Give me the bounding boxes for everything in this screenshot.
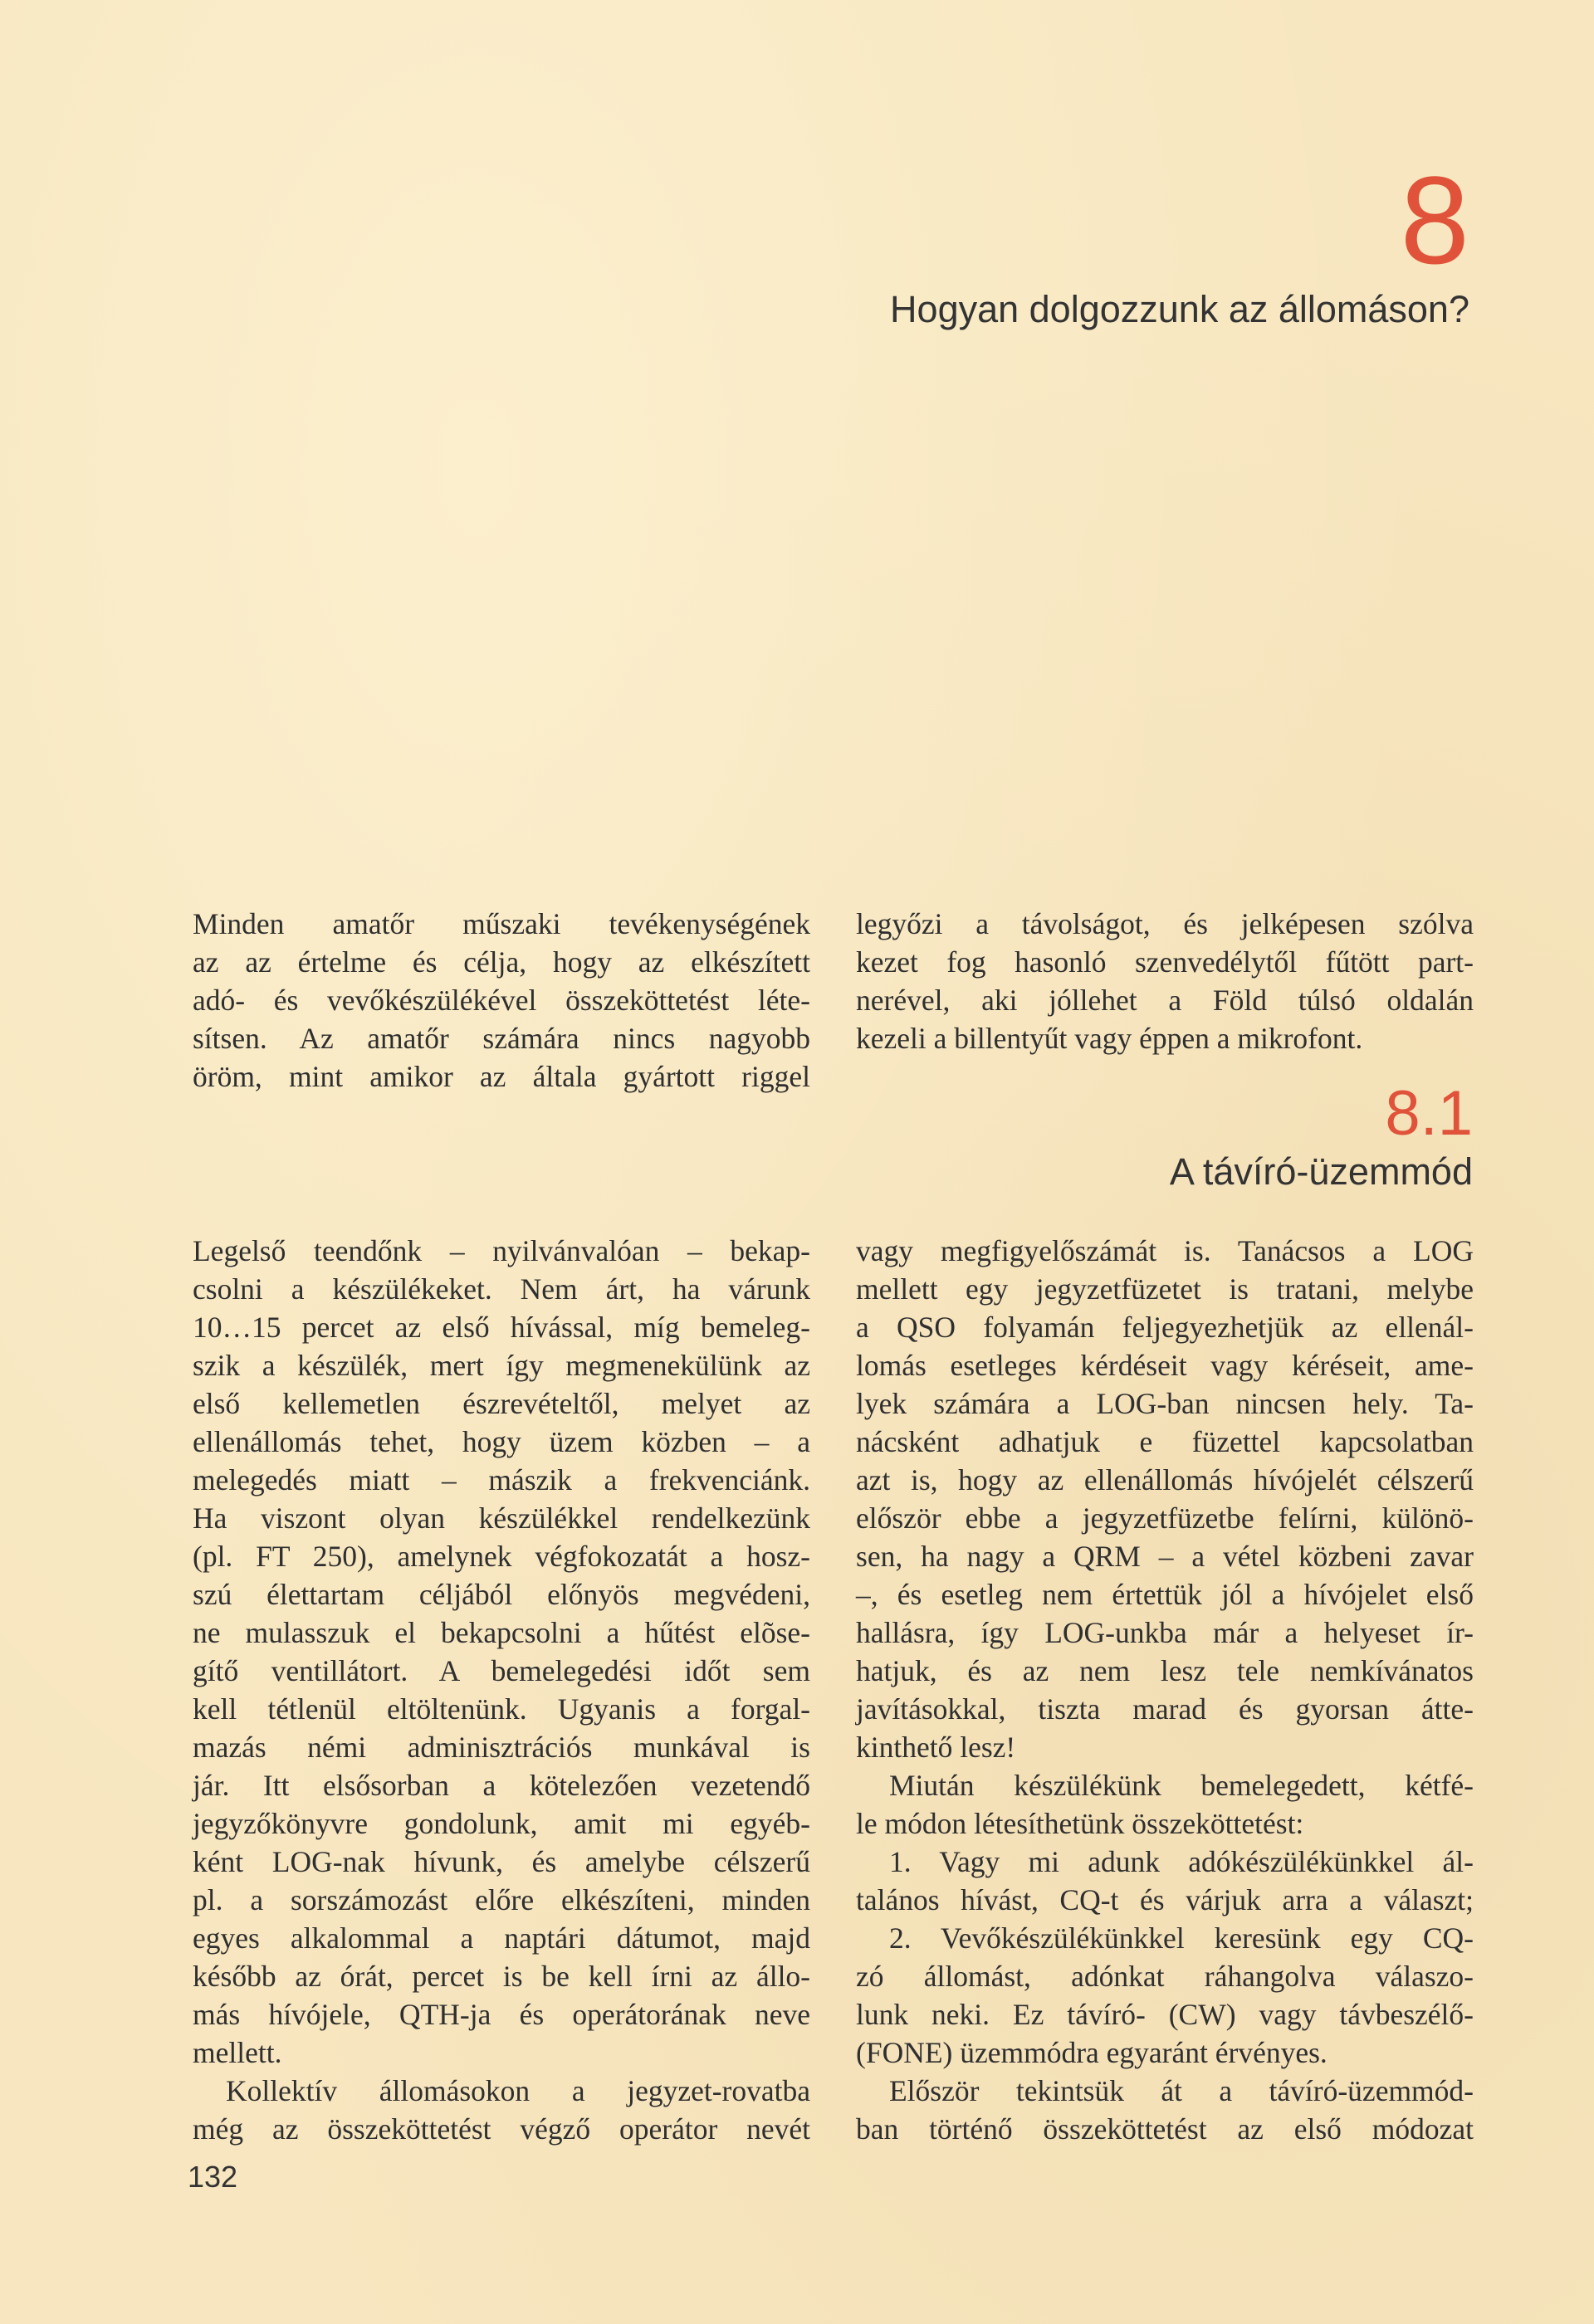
text-line: ne mulasszuk el bekapcsolni a hűtést elõse-: [193, 1616, 810, 1649]
text-line: kezet fog hasonló szenvedélytől fűtött part-: [856, 945, 1474, 979]
text-line: Minden amatőr műszaki tevékenységének: [193, 907, 810, 940]
text-line: első kellemetlen észrevételtől, melyet az: [193, 1387, 810, 1420]
text-line: nerével, aki jóllehet a Föld túlsó oldalán: [856, 984, 1474, 1017]
text-line: más hívójele, QTH-ja és operátorának neve: [193, 1998, 810, 2031]
text-line: gítő ventillátort. A bemelegedési időt sem: [193, 1654, 810, 1687]
text-line: mellett egy jegyzetfüzetet is tratani, melybe: [856, 1272, 1474, 1306]
text-line: szú élettartam céljából előnyös megvédeni,: [193, 1578, 810, 1611]
text-line: egyes alkalommal a naptári dátumot, majd: [193, 1921, 810, 1955]
text-line: 2. Vevőkészülékünkkel keresünk egy CQ-: [889, 1921, 1474, 1955]
text-line: kell tétlenül eltöltenünk. Ugyanis a forgal-: [193, 1692, 810, 1726]
text-line: kezeli a billentyűt vagy éppen a mikrofont.: [856, 1022, 1363, 1055]
text-line: (FONE) üzemmódra egyaránt érvényes.: [856, 2036, 1328, 2069]
text-line: öröm, mint amikor az általa gyártott riggel: [193, 1060, 810, 1093]
text-line: lomás esetleges kérdéseit vagy kéréseit, ame-: [856, 1349, 1474, 1382]
text-line: 10…15 percet az első hívással, míg bemeleg-: [193, 1311, 810, 1344]
text-line: az az értelme és célja, hogy az elkészített: [193, 945, 810, 979]
text-line: ként LOG-nak hívunk, és amelybe célszerű: [193, 1845, 810, 1878]
text-line: vagy megfigyelőszámát is. Tanácsos a LOG: [856, 1234, 1474, 1267]
text-line: ban történő összeköttetést az első módozat: [856, 2112, 1474, 2146]
text-line: Először tekintsük át a távíró-üzemmód-: [889, 2074, 1474, 2107]
text-line: pl. a sorszámozást előre elkészíteni, minden: [193, 1883, 810, 1916]
text-line: adó- és vevőkészülékével összeköttetést léte-: [193, 984, 810, 1017]
text-line: Miután készülékünk bemelegedett, kétfé-: [889, 1769, 1474, 1802]
text-line: sen, ha nagy a QRM – a vétel közbeni zavar: [856, 1540, 1474, 1573]
intro-column-left: [193, 905, 810, 1096]
text-line: lunk neki. Ez távíró- (CW) vagy távbeszélő-: [856, 1998, 1474, 2031]
text-line: zó állomást, adónkat ráhangolva válaszo-: [856, 1960, 1474, 1993]
text-line: lyek számára a LOG-ban nincsen hely. Ta-: [856, 1387, 1474, 1420]
text-line: talános hívást, CQ-t és várjuk arra a választ;: [856, 1883, 1474, 1916]
text-line: jegyzőkönyvre gondolunk, amit mi egyéb-: [193, 1807, 810, 1840]
section-title: A távíró-üzemmód: [1169, 1150, 1473, 1193]
page-number: 132: [188, 2160, 238, 2194]
text-line: sítsen. Az amatőr számára nincs nagyobb: [193, 1022, 810, 1055]
text-line: hallásra, így LOG-unkba már a helyeset ír-: [856, 1616, 1474, 1649]
text-line: (pl. FT 250), amelynek végfokozatát a hosz-: [193, 1540, 810, 1573]
text-line: javításokkal, tiszta marad és gyorsan átte-: [856, 1692, 1474, 1726]
text-line: Legelső teendőnk – nyilvánvalóan – bekap-: [193, 1234, 810, 1267]
text-line: jár. Itt elsősorban a kötelezően vezetendő: [193, 1769, 810, 1802]
text-line: ellenállomás tehet, hogy üzem közben – a: [193, 1425, 810, 1458]
text-line: –, és esetleg nem értettük jól a hívójelet első: [856, 1578, 1474, 1611]
text-line: azt is, hogy az ellenállomás hívójelét célszerű: [856, 1463, 1474, 1496]
text-line: a QSO folyamán feljegyezhetjük az ellenál-: [856, 1311, 1474, 1344]
chapter-number: 8: [1400, 150, 1469, 290]
text-line: még az összeköttetést végző operátor nevét: [193, 2112, 810, 2146]
text-line: szik a készülék, mert így megmenekülünk az: [193, 1349, 810, 1382]
text-line: le módon létesíthetünk összeköttetést:: [856, 1807, 1304, 1840]
text-line: nácsként adhatjuk e füzettel kapcsolatban: [856, 1425, 1474, 1458]
text-line: mellett.: [193, 2036, 282, 2069]
body-column-left: [193, 1232, 810, 2148]
chapter-title: Hogyan dolgozzunk az állomáson?: [890, 288, 1469, 330]
section-number: 8.1: [1385, 1078, 1473, 1149]
text-line: később az órát, percet is be kell írni az állo-: [193, 1960, 810, 1993]
text-line: először ebbe a jegyzetfüzetbe felírni, különö-: [856, 1501, 1474, 1535]
text-line: 1. Vagy mi adunk adókészülékünkkel ál-: [889, 1845, 1474, 1878]
text-line: melegedés miatt – mászik a frekvenciánk.: [193, 1463, 810, 1496]
body-column-right: [856, 1232, 1474, 2148]
text-line: legyőzi a távolságot, és jelképesen szólva: [856, 907, 1474, 940]
text-line: kinthető lesz!: [856, 1731, 1016, 1764]
intro-column-right: [856, 905, 1474, 1057]
text-line: mazás némi adminisztrációs munkával is: [193, 1731, 810, 1764]
text-line: Ha viszont olyan készülékkel rendelkezünk: [193, 1501, 810, 1535]
text-line: csolni a készülékeket. Nem árt, ha várunk: [193, 1272, 810, 1306]
text-line: Kollektív állomásokon a jegyzet-rovatba: [226, 2074, 810, 2107]
text-line: hatjuk, és az nem lesz tele nemkívánatos: [856, 1654, 1474, 1687]
